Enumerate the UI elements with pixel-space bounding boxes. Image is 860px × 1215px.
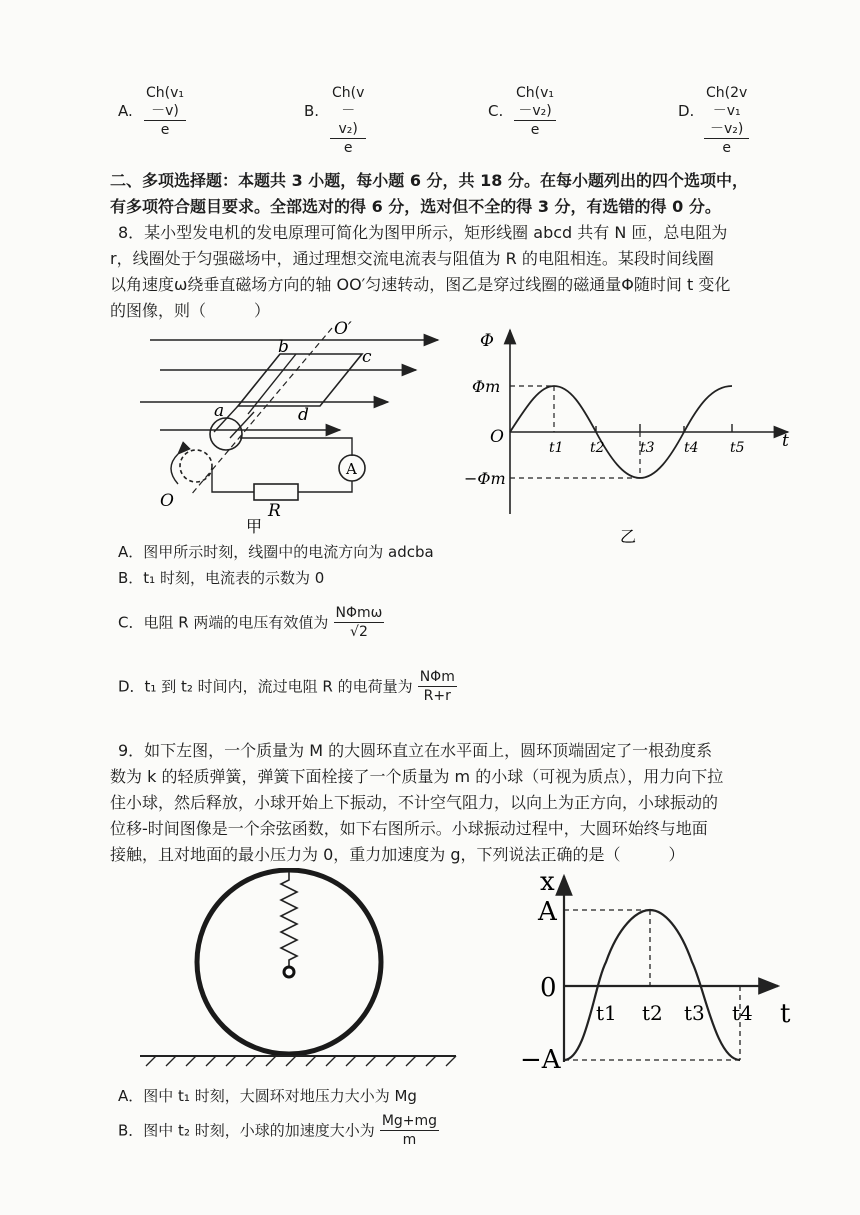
tick-t4: t4 <box>732 1001 753 1025</box>
option-text: D．t₁ 到 t₂ 时间内，流过电阻 R 的电荷量为 <box>118 677 413 696</box>
label-ammeter: A <box>346 460 357 478</box>
label-amp: A <box>538 897 557 927</box>
fraction-numerator: Ch(v－v₂) <box>332 85 365 137</box>
label-x: x <box>540 867 555 897</box>
label-zero: 0 <box>540 973 557 1003</box>
tick-t3: t3 <box>640 440 655 456</box>
label-phi: Φ <box>480 331 494 351</box>
tick-t2: t2 <box>590 440 605 456</box>
option-text: B．图中 t₂ 时刻，小球的加速度大小为 <box>118 1121 375 1140</box>
fraction-numerator: NΦm <box>419 669 455 685</box>
label-r: R <box>268 501 281 521</box>
q9-line3: 住小球，然后释放，小球开始上下振动，不计空气阻力，以向上为正方向，小球振动的 <box>110 793 719 812</box>
label-neg-amp: −A <box>520 1045 561 1075</box>
q8-line4: 的图像，则（ ） <box>110 301 271 320</box>
flux-graph <box>458 318 808 548</box>
fraction-denominator: R+r <box>423 688 451 704</box>
q9-line5: 接触，且对地面的最小压力为 0，重力加速度为 g，下列说法正确的是（ ） <box>110 845 685 864</box>
fraction-numerator: NΦmω <box>335 605 383 621</box>
label-a: a <box>214 401 225 421</box>
option-fraction <box>704 84 749 157</box>
option-letter: A. <box>118 102 133 120</box>
ground-hatch <box>146 1056 456 1066</box>
q9-option-a: A．图中 t₁ 时刻，大圆环对地压力大小为 Mg <box>118 1087 417 1105</box>
fraction-denominator: m <box>402 1132 417 1148</box>
generator-diagram <box>120 318 450 536</box>
option-letter: C. <box>488 102 504 120</box>
displacement-graph <box>520 862 820 1076</box>
section2-line1: 二、多项选择题：本题共 3 小题，每小题 6 分，共 18 分。在每小题列出的四个选项中， <box>110 171 748 190</box>
q8-line3: 以角速度ω绕垂直磁场方向的轴 OO′匀速转动，图乙是穿过线圈的磁通量Φ随时间 t 变化 <box>110 275 731 294</box>
option-fraction <box>144 84 186 139</box>
small-ball <box>284 967 294 977</box>
q8-option-a: A．图甲所示时刻，线圈中的电流方向为 adcba <box>118 543 434 561</box>
tick-t2: t2 <box>642 1001 663 1025</box>
label-phim: Φm <box>472 377 501 396</box>
caption-jia: 甲 <box>246 517 263 536</box>
q9-line4: 位移-时间图像是一个余弦函数，如下右图所示。小球振动过程中，大圆环始终与地面 <box>110 819 708 838</box>
q9-line2: 数为 k 的轻质弹簧，弹簧下面栓接了一个质量为 m 的小球（可视为质点），用力向下拉 <box>110 767 724 786</box>
fraction-numerator: Ch(2v－v₁－v₂) <box>706 85 748 137</box>
fraction-denominator: e <box>530 122 540 138</box>
section2-line2: 有多项符合题目要求。全部选对的得 6 分，选对但不全的得 3 分，有选错的得 0 分。 <box>110 197 721 216</box>
q8-line1: 8．某小型发电机的发电原理可简化为图甲所示，矩形线圈 abcd 共有 N 匝，总电阻为 <box>118 223 728 242</box>
label-t: t <box>780 999 791 1029</box>
label-o: O <box>160 491 174 511</box>
fraction-numerator: Ch(v₁－v₂) <box>516 85 555 119</box>
label-t: t <box>782 431 789 451</box>
q8-option-d <box>118 668 457 705</box>
option-text: C．电阻 R 两端的电压有效值为 <box>118 613 329 632</box>
circuit-wire <box>240 438 352 456</box>
fraction-denominator: √2 <box>350 624 368 640</box>
option-fraction <box>380 1112 439 1149</box>
rotation-arrow <box>171 454 178 484</box>
tick-t5: t5 <box>730 440 745 456</box>
option-fraction <box>330 84 366 157</box>
label-b: b <box>278 337 289 357</box>
q9-line1: 9．如下左图，一个质量为 M 的大圆环直立在水平面上，圆环顶端固定了一根劲度系 <box>118 741 713 760</box>
label-o-prime: O′ <box>334 319 352 339</box>
tick-t1: t1 <box>549 440 564 456</box>
q9-option-b <box>118 1112 439 1149</box>
label-c: c <box>362 347 372 367</box>
q8-line2: r，线圈处于匀强磁场中，通过理想交流电流表与阻值为 R 的电阻相连。某段时间线圈 <box>110 249 714 268</box>
option-letter: B. <box>304 102 320 120</box>
caption-yi: 乙 <box>620 527 637 546</box>
circuit-wire <box>298 481 352 492</box>
ring-spring-diagram <box>134 868 464 1068</box>
tick-t4: t4 <box>684 440 699 456</box>
spring <box>281 872 297 968</box>
q8-option-c <box>118 604 384 641</box>
label-d: d <box>298 405 309 425</box>
circuit-wire <box>212 468 254 492</box>
slip-ring-2 <box>180 450 212 482</box>
tick-t3: t3 <box>684 1001 705 1025</box>
option-fraction <box>334 604 385 641</box>
label-neg-phim: −Φm <box>464 469 506 488</box>
coil-abcd <box>238 354 362 406</box>
fraction-numerator: Ch(v₁－v) <box>146 85 185 119</box>
resistor <box>254 484 298 500</box>
fraction-denominator: e <box>160 122 170 138</box>
q8-option-b: B．t₁ 时刻，电流表的示数为 0 <box>118 569 325 587</box>
tick-t1: t1 <box>596 1001 617 1025</box>
option-fraction <box>514 84 556 139</box>
fraction-denominator: e <box>343 140 353 156</box>
fraction-denominator: e <box>722 140 731 156</box>
option-fraction <box>418 668 457 705</box>
q7-options <box>118 84 838 156</box>
label-origin: O <box>490 427 504 447</box>
option-letter: D. <box>678 102 695 120</box>
slip-ring-1 <box>210 418 242 450</box>
fraction-numerator: Mg+mg <box>381 1113 438 1129</box>
